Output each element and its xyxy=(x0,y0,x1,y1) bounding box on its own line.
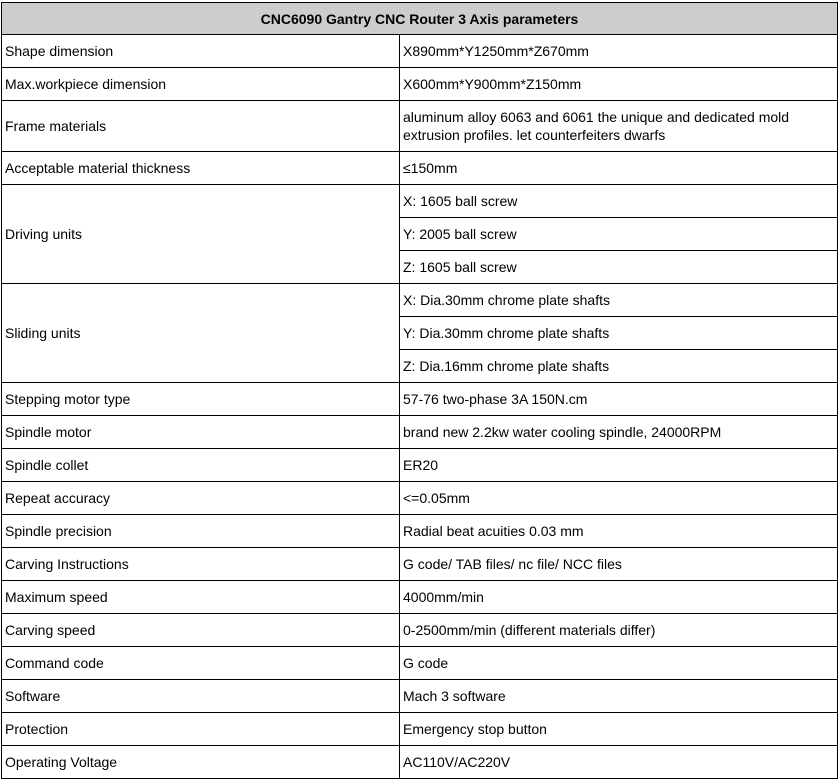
table-row xyxy=(2,185,838,218)
table-row xyxy=(2,581,838,614)
table-row xyxy=(2,482,838,515)
row-value: X: 1605 ball screw xyxy=(400,185,838,218)
row-value: 4000mm/min xyxy=(400,581,838,614)
table-row xyxy=(2,647,838,680)
table-row xyxy=(2,614,838,647)
table-row xyxy=(2,746,838,779)
table-row xyxy=(2,548,838,581)
row-value: aluminum alloy 6063 and 6061 the unique and dedicated mold extrusion profiles. let counterfeiters dwarfs xyxy=(400,101,838,152)
row-value: G code xyxy=(400,647,838,680)
table-row xyxy=(2,515,838,548)
row-value: X: Dia.30mm chrome plate shafts xyxy=(400,284,838,317)
row-label: Spindle motor xyxy=(2,416,400,449)
row-value: G code/ TAB files/ nc file/ NCC files xyxy=(400,548,838,581)
row-value: Radial beat acuities 0.03 mm xyxy=(400,515,838,548)
row-value: Y: 2005 ball screw xyxy=(400,218,838,251)
row-label: Frame materials xyxy=(2,101,400,152)
spec-table xyxy=(1,2,838,779)
table-row xyxy=(2,416,838,449)
row-value: Mach 3 software xyxy=(400,680,838,713)
table-row xyxy=(2,68,838,101)
row-label: Repeat accuracy xyxy=(2,482,400,515)
row-label: Carving Instructions xyxy=(2,548,400,581)
row-value: Emergency stop button xyxy=(400,713,838,746)
table-row xyxy=(2,101,838,152)
row-label: Protection xyxy=(2,713,400,746)
row-value: AC110V/AC220V xyxy=(400,746,838,779)
row-label: Sliding units xyxy=(2,284,400,383)
row-label: Spindle collet xyxy=(2,449,400,482)
row-value: <=0.05mm xyxy=(400,482,838,515)
row-value: 0-2500mm/min (different materials differ) xyxy=(400,614,838,647)
row-value: brand new 2.2kw water cooling spindle, 24000RPM xyxy=(400,416,838,449)
row-label: Driving units xyxy=(2,185,400,284)
row-label: Operating Voltage xyxy=(2,746,400,779)
row-value: X600mm*Y900mm*Z150mm xyxy=(400,68,838,101)
row-value: X890mm*Y1250mm*Z670mm xyxy=(400,35,838,68)
row-label: Software xyxy=(2,680,400,713)
row-label: Stepping motor type xyxy=(2,383,400,416)
row-label: Max.workpiece dimension xyxy=(2,68,400,101)
table-row xyxy=(2,152,838,185)
row-label: Carving speed xyxy=(2,614,400,647)
row-value: ≤150mm xyxy=(400,152,838,185)
table-row xyxy=(2,449,838,482)
table-row xyxy=(2,35,838,68)
row-label: Maximum speed xyxy=(2,581,400,614)
row-label: Spindle precision xyxy=(2,515,400,548)
table-title: CNC6090 Gantry CNC Router 3 Axis parameters xyxy=(2,3,838,35)
table-row xyxy=(2,284,838,317)
row-value: Z: 1605 ball screw xyxy=(400,251,838,284)
row-label: Acceptable material thickness xyxy=(2,152,400,185)
row-value: ER20 xyxy=(400,449,838,482)
table-row xyxy=(2,680,838,713)
table-row xyxy=(2,713,838,746)
table-row xyxy=(2,383,838,416)
row-value: Z: Dia.16mm chrome plate shafts xyxy=(400,350,838,383)
table-title-row xyxy=(2,3,838,35)
row-value: 57-76 two-phase 3A 150N.cm xyxy=(400,383,838,416)
row-label: Command code xyxy=(2,647,400,680)
row-value: Y: Dia.30mm chrome plate shafts xyxy=(400,317,838,350)
row-label: Shape dimension xyxy=(2,35,400,68)
